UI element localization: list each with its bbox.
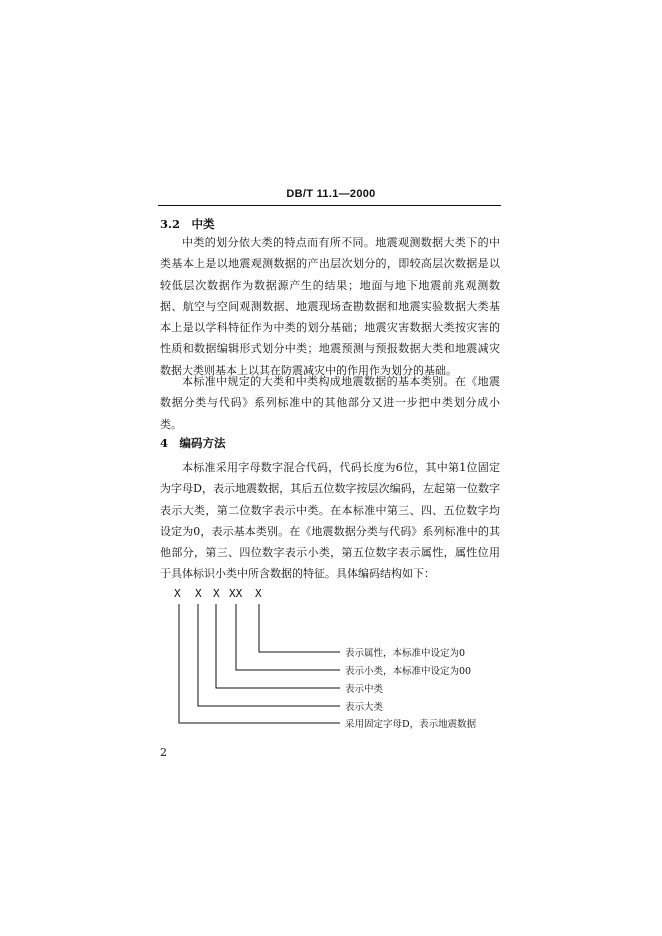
section-3-2-paragraph-1: 中类的划分依大类的特点而有所不同。地震观测数据大类下的中类基本上是以地震观测数据的产出层次划分的，即较高层次数据是以较低层次数据作为数据源产生的结果；地面与地下地震前兆观测数据、航空与空间观测数据、地震现场查勘数据和地震实验数据大类基本上是以学科特征作为中类的划分基础；地震灾害数据大类按灾害的性质和数据编辑形式划分中类；地震预测与预报数据大类和地震减灾数据大类则基本上以其在防震减灾中的作用作为划分的基础。 [160, 236, 500, 377]
label-attribute: 表示属性，本标准中设定为0 [345, 648, 466, 659]
page-number: 2 [160, 746, 167, 759]
code-digit-6: X [255, 587, 262, 600]
section-3-2-paragraph-2: 本标准中规定的大类和中类构成地震数据的基本类别。在《地震数据分类与代码》系列标准中的其他部分又进一步把中类划分成小类。 [160, 375, 500, 431]
connector-middle-class [216, 604, 340, 688]
section-4-paragraph-1: 本标准采用字母数字混合代码，代码长度为6位，其中第1位固定为字母D，表示地震数据，其后五位数字按层次编码，左起第一位数字表示大类，第二位数字表示中类。在本标准中第三、四、五位数字均设定为0，表示基本类别。在《地震数据分类与代码》系列标准中的其他部分，第三、四位数字表示小类，第五位数字表示属性，属性位用于具体标识小类中所含数据的特征。具体编码结构如下： [160, 461, 500, 581]
code-digit-1: X [174, 587, 181, 600]
section-3-2-title: 3.2 中类 [160, 217, 215, 231]
label-subclass: 表示小类，本标准中设定为00 [345, 666, 472, 677]
connector-subclass [236, 604, 340, 670]
label-major-class: 表示大类 [345, 702, 384, 713]
code-digit-3: X [213, 587, 220, 600]
page-header-standard: DB/T 11.1—2000 [286, 188, 376, 200]
connector-attribute [259, 604, 340, 652]
connector-major-class [198, 604, 340, 706]
label-fixed-letter: 采用固定字母D，表示地震数据 [345, 719, 477, 730]
label-middle-class: 表示中类 [345, 684, 384, 695]
code-digits-4-5: XX [229, 587, 243, 600]
code-digit-2: X [195, 587, 202, 600]
section-4-title: 4 编码方法 [160, 436, 226, 450]
